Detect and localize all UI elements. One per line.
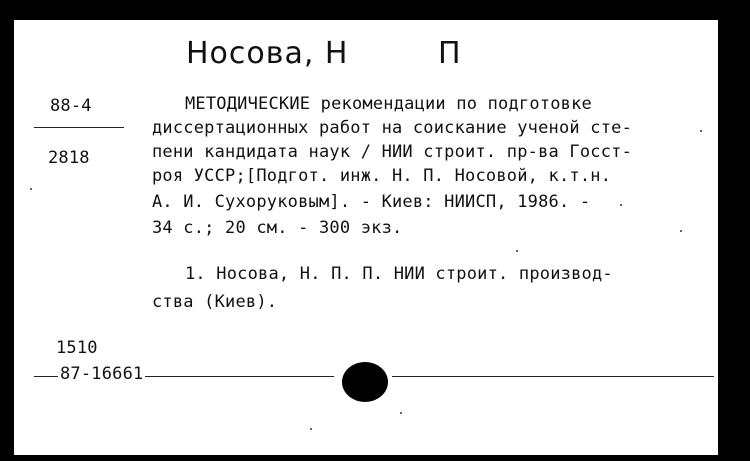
scan-speck [30, 188, 32, 190]
handwritten-initial: П [438, 36, 462, 71]
code-number: 1510 [56, 338, 98, 358]
scan-speck [516, 250, 518, 252]
scan-border-top [0, 0, 750, 20]
tracing-line: 1. Носова, Н. П. П. НИИ строит. производ- [185, 264, 613, 284]
handwritten-author-name: Носова, Н [186, 36, 349, 71]
scan-border-right [718, 0, 750, 461]
punch-hole [342, 362, 388, 402]
tracing-line: ства (Киев). [152, 292, 278, 312]
scan-speck [680, 230, 682, 232]
shelf-mark-rule [34, 127, 124, 128]
scan-speck [400, 412, 402, 414]
scan-speck [310, 428, 312, 430]
description-line: А. И. Сухоруковым]. - Киев: НИИСП, 1986. - [152, 192, 591, 212]
inventory-number: 2818 [48, 148, 90, 168]
scan-speck [620, 204, 622, 206]
description-line: роя УССР;[Подгот. инж. Н. П. Носовой, к.т.н. [152, 166, 612, 186]
scan-border-left [0, 0, 14, 461]
bottom-rule-right [392, 376, 714, 377]
shelf-mark: 88-4 [50, 96, 92, 116]
card-number: 87-16661 [60, 364, 144, 384]
description-line: диссертационных работ на соискание ученой сте- [152, 118, 633, 138]
scan-speck [700, 130, 702, 132]
scan-border-bottom [0, 455, 750, 461]
description-line: 34 с.; 20 см. - 300 экз. [152, 218, 403, 238]
description-line: МЕТОДИЧЕСКИЕ рекомендации по подготовке [185, 94, 592, 114]
description-line: пени кандидата наук / НИИ строит. пр-ва Госст- [152, 142, 633, 162]
